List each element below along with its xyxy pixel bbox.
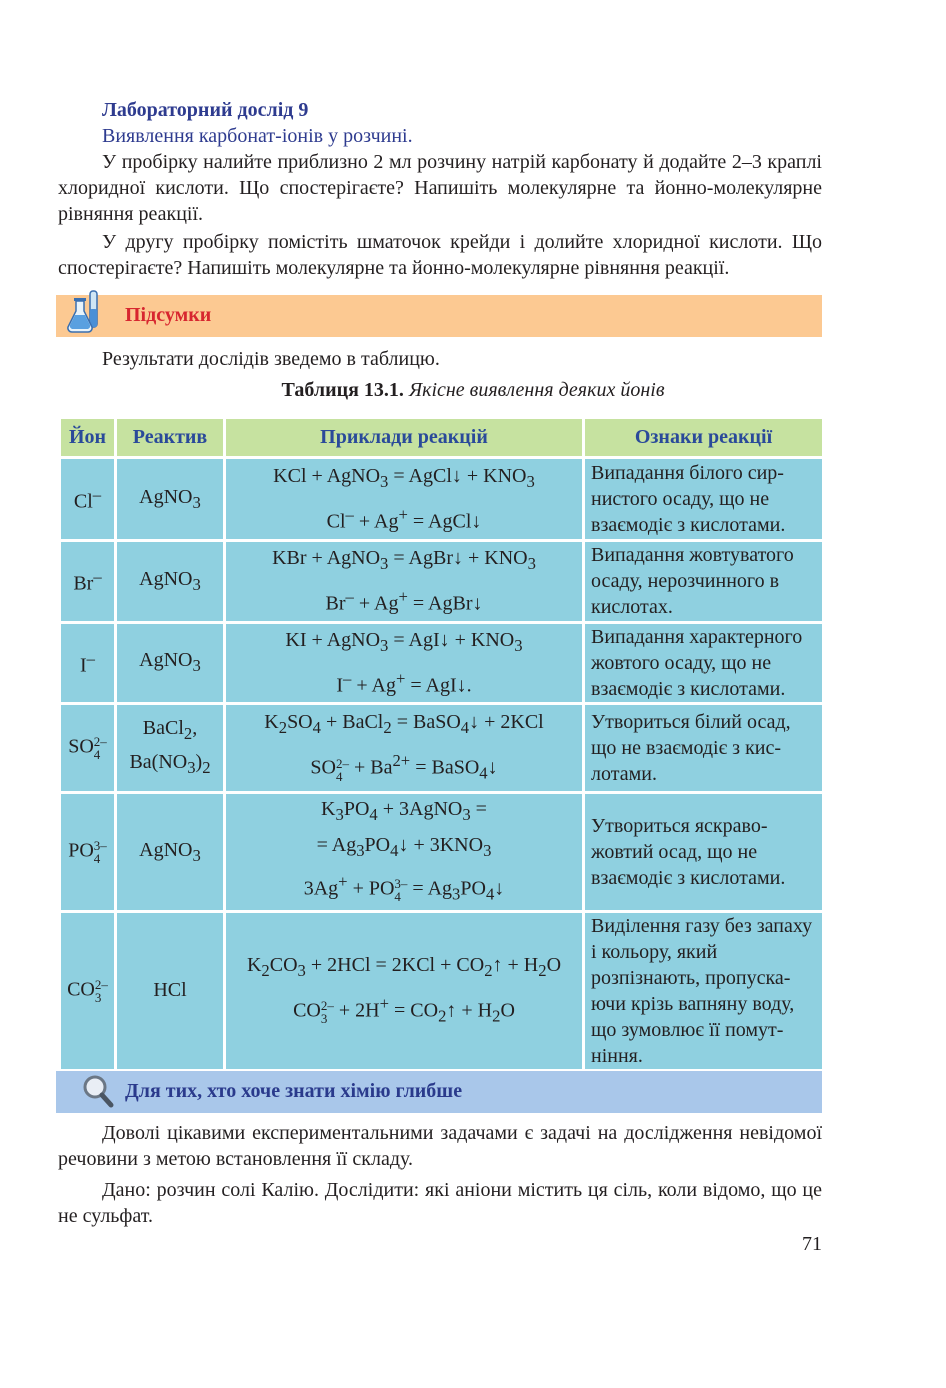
- table-caption-text: Якісне виявлення деяких йонів: [403, 379, 665, 401]
- reagent-cell: HCl: [117, 913, 223, 1069]
- header-ion: Йон: [61, 419, 114, 456]
- lab-flasks-icon: [64, 287, 110, 337]
- summary-intro: Результати дослідів зведемо в таблицю.: [102, 348, 440, 370]
- sign-cell: Виділення газу без запаху і кольору, який розпізнають, пропускаючи крізь вапняну воду, що зумовлює її помутніння.: [585, 913, 822, 1069]
- ions-table: [58, 416, 825, 1072]
- deeper-paragraph-2: Дано: розчин солі Калію. Дослідити: які аніони містить ця сіль, коли відомо, що це не сульфат.: [58, 1179, 822, 1227]
- reaction-cell: $K_2SO_4$ + BaCl$_2$ = BaSO$_4$↓ + 2KCl SO 2– 4 + $Ba^{2+}$ = BaSO$_4$↓: [226, 705, 582, 791]
- lab-title: Лабораторний дослід 9: [102, 99, 309, 121]
- reaction-cell: KI + AgNO$_3$ = AgI↓ + $KNO_3$ I– + Ag+ = AgI↓.: [226, 624, 582, 703]
- table-row: [61, 705, 822, 791]
- reaction-cell: $K_3PO_4$ + 3AgNO$_3$ = = $Ag_3PO_4↓ + 3KNO_3$ 3Ag+ + PO 3– 4 = $Ag_3PO_4↓$: [226, 794, 582, 910]
- ion-cell: SO 2– 4: [61, 705, 114, 791]
- table-row: [61, 542, 822, 621]
- reagent-cell: AgNO$_3$: [117, 459, 223, 539]
- table-row: [61, 459, 822, 539]
- sign-cell: Випадання характерного жовтого осаду, що не взаємодіє з кислотами.: [585, 624, 822, 703]
- ion-cell: PO 3– 4: [61, 794, 114, 910]
- table-row: [61, 794, 822, 910]
- reagent-cell: BaCl$_2$, $Ba(NO_3)_2$: [117, 705, 223, 791]
- reagent-cell: AgNO$_3$: [117, 542, 223, 621]
- lab-subtitle: Виявлення карбонат-іонів у розчині.: [102, 125, 413, 147]
- header-reagent: Реактив: [117, 419, 223, 456]
- table-caption: [0, 377, 946, 403]
- table-header-row: [61, 419, 822, 456]
- lab-paragraph-2: У другу пробірку помістіть шматочок крейди і долийте хлоридної кислоти. Що спостерігаєте? Напишіть молекулярне та йонно-молекулярне рівняння реакції.: [58, 231, 822, 279]
- sign-cell: Утвориться яскраво-жовтий осад, що не взаємодіє з кислотами.: [585, 794, 822, 910]
- lab-paragraph-1: У пробірку налийте приблизно 2 мл розчину натрій карбонату й додайте 2–3 краплі хлоридної кислоти. Що спостерігаєте? Напишіть молекулярне та йонно-молекулярне рівняння реакції.: [58, 151, 822, 225]
- deeper-banner: [56, 1071, 822, 1113]
- deeper-paragraph-1: Доволі цікавими експериментальними задачами є задачі на дослідження невідомої речовини з метою встановлення її складу.: [58, 1122, 822, 1170]
- table-row: [61, 624, 822, 703]
- summary-banner: [56, 295, 822, 337]
- magnifier-icon: [80, 1071, 116, 1111]
- reaction-cell: $K_2CO_3 + 2HCl = 2KCl$ + $CO_2↑ + H_2O$ CO 2– 3 + $2H^+ = CO_2↑ + H_2O$: [226, 913, 582, 1069]
- page-number: 71: [802, 1233, 822, 1255]
- ion-cell: Cl–: [61, 459, 114, 539]
- header-signs: Ознаки реакції: [585, 419, 822, 456]
- header-examples: Приклади реакцій: [226, 419, 582, 456]
- sign-cell: Випадання жовтуватого осаду, нерозчинного в кислотах.: [585, 542, 822, 621]
- ion-cell: CO 2– 3: [61, 913, 114, 1069]
- sign-cell: Випадання білого сирнистого осаду, що не взаємодіє з кислотами.: [585, 459, 822, 539]
- ion-cell: Br–: [61, 542, 114, 621]
- table-row: [61, 913, 822, 1069]
- ion-cell: I–: [61, 624, 114, 703]
- table-caption-label: Таблиця 13.1.: [281, 379, 404, 401]
- reagent-cell: AgNO$_3$: [117, 794, 223, 910]
- sign-cell: Утвориться білий осад, що не взаємодіє з кислотами.: [585, 705, 822, 791]
- reagent-cell: AgNO$_3$: [117, 624, 223, 703]
- summary-heading: Підсумки: [125, 304, 212, 326]
- reaction-cell: KBr + AgNO$_3$ = AgBr↓ + $KNO_3$ Br– + Ag+ = AgBr↓: [226, 542, 582, 621]
- reaction-cell: KCl + AgNO$_3$ = AgCl↓ + $KNO_3$ Cl– + Ag+ = AgCl↓: [226, 459, 582, 539]
- deeper-heading: Для тих, хто хоче знати хімію глибше: [125, 1080, 463, 1102]
